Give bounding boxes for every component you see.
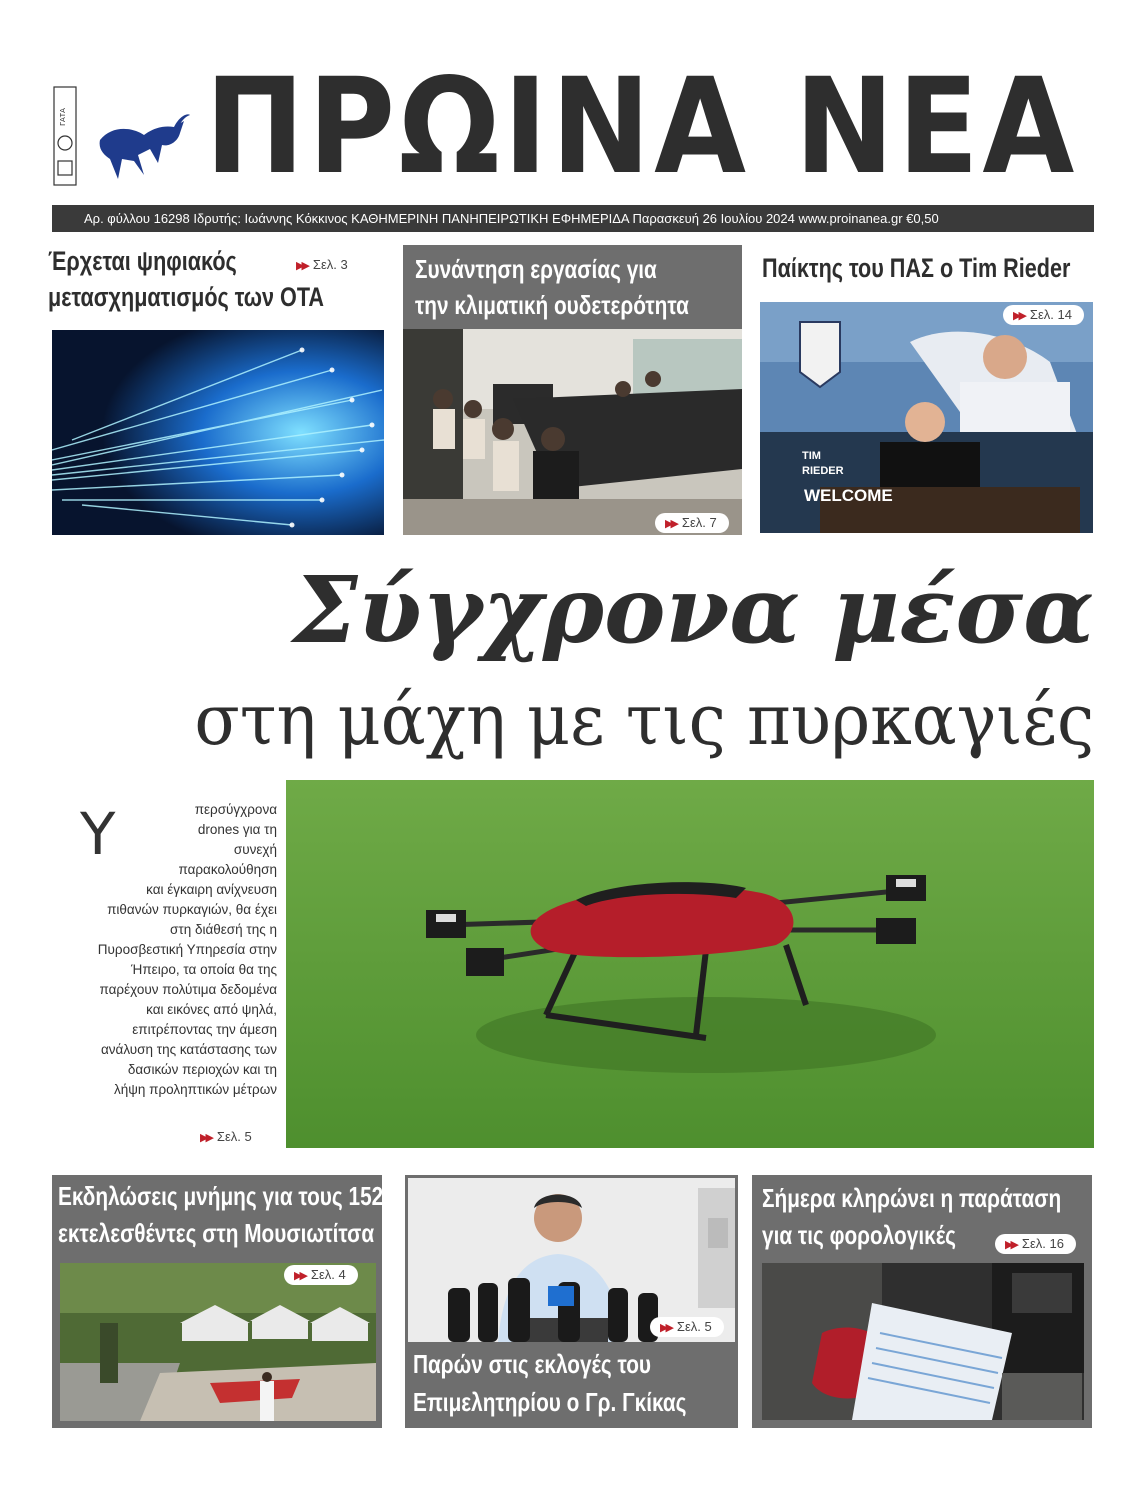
story-climate-page-ref[interactable] (655, 513, 729, 533)
lead-line: συνεχή (233, 842, 277, 857)
story-ota-title[interactable] (48, 243, 324, 315)
story-tax-title-line2: για τις φορολογικές (762, 1220, 956, 1250)
page-ref-label: Σελ. 3 (312, 257, 348, 272)
story-ota-title-line1: Έρχεται ψηφιακός (48, 246, 237, 276)
lead-line: και εικόνες από ψηλά, (146, 1002, 277, 1017)
lead-line: ανάλυση της κατάστασης των (100, 1042, 277, 1057)
lead-line: δασικών περιοχών και τη (127, 1062, 277, 1077)
story-ota-title-line2: μετασχηματισμός των ΟΤΑ (48, 282, 325, 312)
issue-info-bar: Αρ. φύλλου 16298 Ιδρυτής: Ιωάννης Κόκκινος ΚΑΘΗΜΕΡΙΝΗ ΠΑΝΗΠΕΙΡΩΤΙΚΗ ΕΦΗΜΕΡΙΔΑ Παρασκευή 26 Ιουλίου 2024 www.proinanea.gr €0,50 (52, 205, 1094, 232)
lead-line: πιθανών πυρκαγιών, θα έχει (107, 902, 277, 917)
page-arrow-icon: ▶▶ (660, 1322, 671, 1334)
lead-headline-line2[interactable]: στη μάχη με τις πυρκαγιές (194, 679, 1094, 761)
memorial-photo (60, 1263, 376, 1421)
page-arrow-icon: ▶▶ (1013, 310, 1024, 322)
tax-forms-photo (762, 1263, 1084, 1420)
story-memorial-title-line1: Εκδηλώσεις μνήμης για τους 152 (58, 1181, 384, 1211)
drone-photo (286, 780, 1094, 1148)
story-ota-page-ref[interactable] (296, 254, 348, 276)
photo-text-welcome: WELCOME (804, 486, 893, 505)
lead-line: παρακολούθηση (178, 862, 277, 877)
story-tax-panel[interactable] (752, 1175, 1092, 1428)
lead-line: Πυροσβεστική Υπηρεσία στην (97, 942, 277, 957)
lead-story-page-ref[interactable] (200, 1126, 252, 1148)
masthead-logo (52, 85, 192, 190)
story-climate-title-line2: την κλιματική ουδετερότητα (415, 290, 689, 320)
lead-line: και έγκαιρη ανίχνευση (146, 882, 277, 897)
fiber-optics-photo (52, 330, 384, 535)
story-memorial-panel[interactable] (52, 1175, 382, 1428)
story-climate-title-line1: Συνάντηση εργασίας για (415, 254, 657, 284)
lead-line: παρέχουν πολύτιμα δεδομένα (99, 982, 277, 997)
story-memorial-title (58, 1178, 383, 1252)
page-ref-label: Σελ. 4 (310, 1267, 346, 1282)
photo-text-rieder: RIEDER (802, 465, 844, 477)
masthead-title: ΠΡΩΙΝΑ ΝΕΑ (205, 50, 1078, 204)
lead-story-text (62, 800, 277, 1100)
lead-line: Ήπειρο, τα οποία θα της (131, 962, 277, 977)
page-arrow-icon: ▶▶ (200, 1132, 211, 1144)
lead-dropcap: Υ (80, 800, 116, 868)
story-tax-page-ref[interactable] (995, 1234, 1076, 1254)
page-arrow-icon: ▶▶ (296, 260, 307, 272)
lead-line: drones για τη (197, 822, 277, 837)
lead-line: στη διάθεσή της η (170, 922, 277, 937)
story-memorial-page-ref[interactable] (284, 1265, 358, 1285)
page-ref-label: Σελ. 16 (1021, 1236, 1064, 1251)
lead-line: επιτρέποντας την άμεση (132, 1022, 277, 1037)
story-climate-title (415, 251, 689, 323)
story-tax-title-line1: Σήμερα κληρώνει η παράταση (762, 1183, 1062, 1213)
page-arrow-icon: ▶▶ (665, 518, 676, 530)
page-ref-label: Σελ. 5 (216, 1129, 252, 1144)
lead-headline-line1[interactable]: Σύγχρονα μέσα (292, 556, 1094, 664)
story-gkikas-title-line2: Επιμελητηρίου ο Γρ. Γκίκας (413, 1387, 687, 1417)
tim-rieder-photo (760, 302, 1093, 533)
story-climate-title-panel[interactable] (403, 245, 742, 329)
photo-text-tim: TIM (802, 450, 821, 462)
story-gkikas-title (413, 1345, 686, 1421)
page-ref-label: Σελ. 7 (681, 515, 717, 530)
lead-line: περσύγχρονα (194, 802, 277, 817)
lead-line: λήψη προληπτικών μέτρων (113, 1082, 277, 1097)
page-arrow-icon: ▶▶ (1005, 1239, 1016, 1251)
story-pas-title[interactable]: Παίκτης του ΠΑΣ ο Tim Rieder (762, 253, 1071, 283)
meeting-photo (403, 329, 742, 535)
story-pas-page-ref[interactable] (1003, 305, 1084, 325)
story-gkikas-panel[interactable] (405, 1175, 738, 1428)
page-ref-label: Σελ. 14 (1029, 307, 1072, 322)
story-gkikas-title-line1: Παρών στις εκλογές του (413, 1349, 652, 1379)
page-arrow-icon: ▶▶ (294, 1270, 305, 1282)
story-memorial-title-line2: εκτελεσθέντες στη Μουσιωτίτσα (58, 1218, 375, 1248)
page-ref-label: Σελ. 5 (676, 1319, 712, 1334)
logo-badge-text: ΓΑΤΑ (59, 108, 67, 126)
story-gkikas-page-ref[interactable] (650, 1317, 724, 1337)
